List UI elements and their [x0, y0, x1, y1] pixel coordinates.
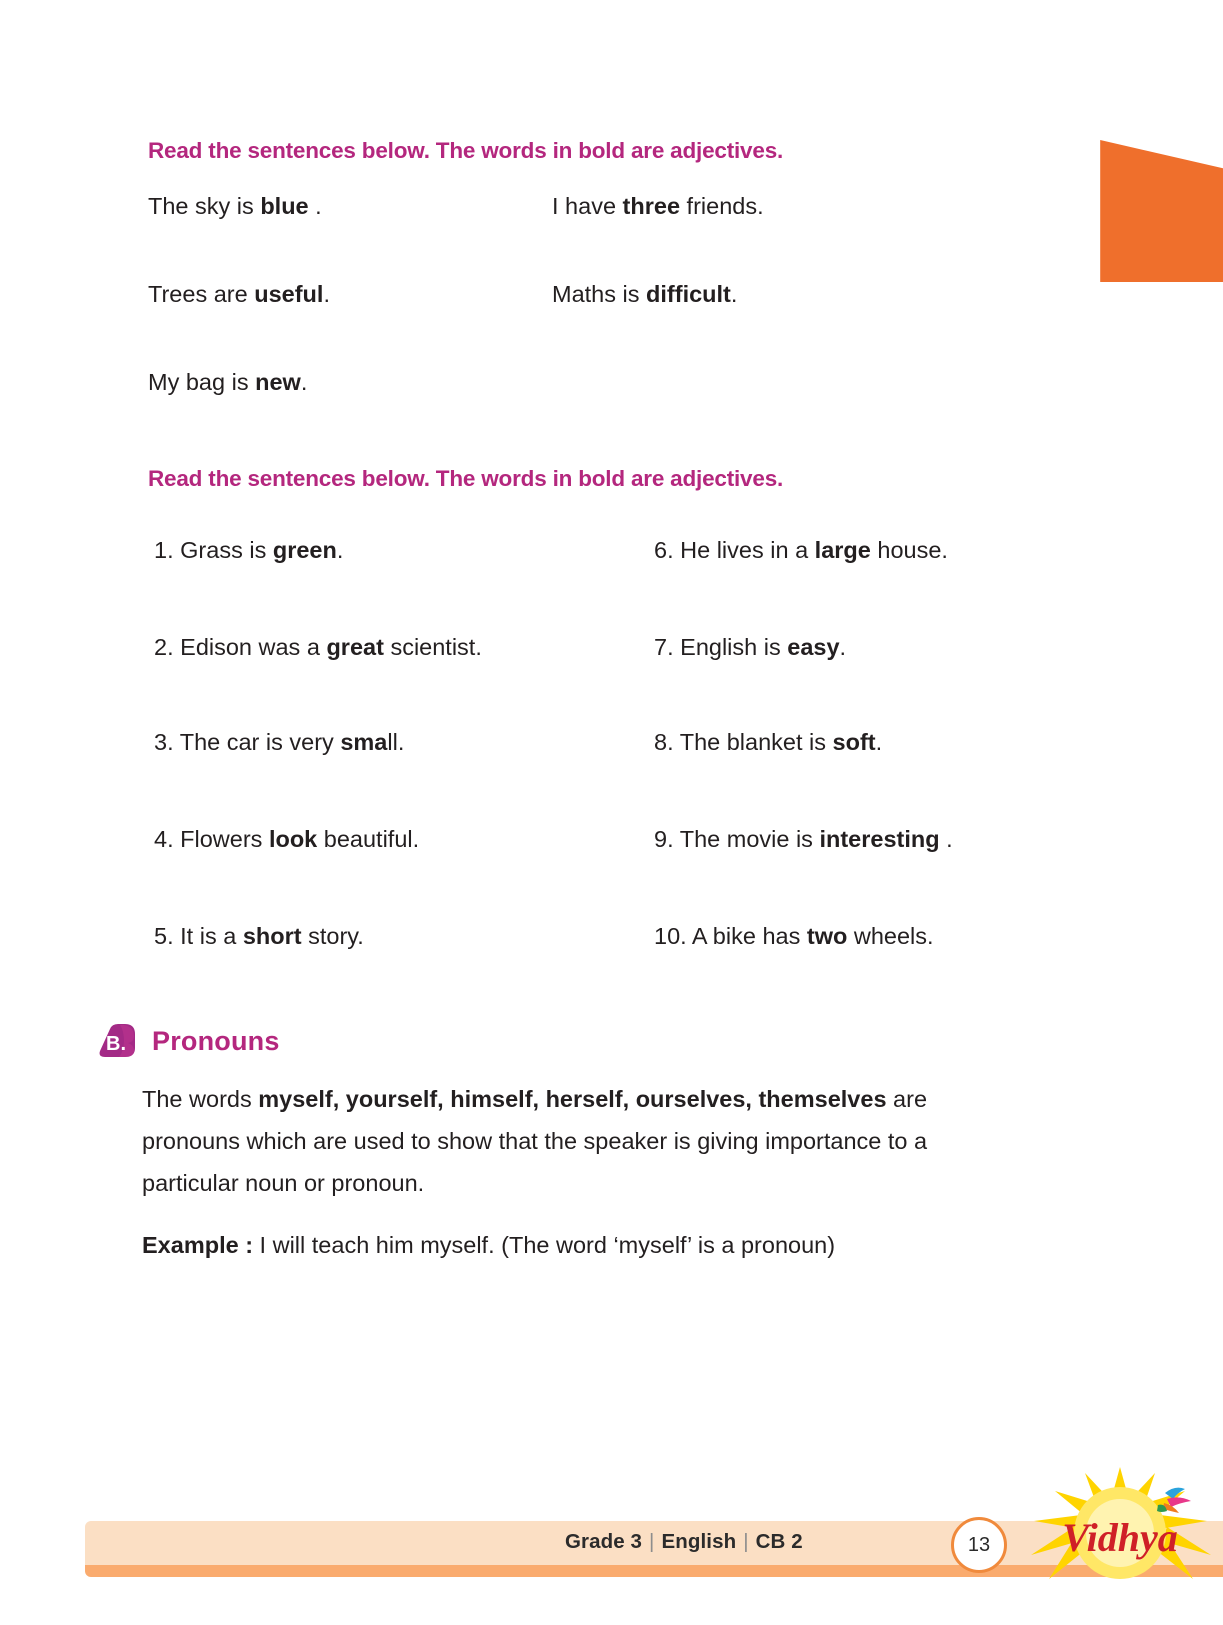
pronouns-example-line [142, 1232, 1028, 1259]
example-label: Example : [142, 1232, 254, 1259]
pronouns-title: Pronouns [152, 1025, 280, 1056]
numbered-sentence-grid [154, 534, 1028, 1011]
item-number: 1. [154, 537, 174, 563]
sentence-post: . [730, 281, 738, 307]
item-post: . [839, 634, 847, 660]
item-number: 10. [654, 923, 687, 949]
footer-separator: | [743, 1530, 749, 1553]
item-post: house. [870, 537, 948, 563]
footer-grade: Grade 3 [565, 1530, 643, 1553]
item-post: ll. [387, 729, 405, 755]
reflexive-pronoun-list: myself, yourself, himself, herself, ourselves, themselves [258, 1086, 887, 1112]
footer-breadcrumb [565, 1530, 803, 1554]
numbered-item [650, 722, 1028, 817]
sentence-pre: I have [552, 193, 623, 219]
footer-book: CB 2 [755, 1530, 803, 1553]
example-sentence-grid [148, 194, 1028, 458]
numbered-item [154, 914, 650, 1011]
vidhya-logo [1015, 1459, 1223, 1589]
sentence-bold-word: three [622, 193, 681, 219]
item-bold-word: interesting [819, 826, 940, 852]
item-number: 8. [654, 729, 674, 755]
numbered-item [154, 722, 650, 817]
page-number: 13 [967, 1533, 991, 1556]
item-pre: The movie is [673, 826, 820, 852]
sentence-pre: Trees are [148, 281, 255, 307]
corner-accent-shape [1096, 140, 1223, 282]
item-post: beautiful. [317, 826, 420, 852]
page-content [106, 138, 1028, 1283]
item-post: story. [301, 923, 364, 949]
item-post: scientist. [383, 634, 482, 660]
sentence-post: . [300, 369, 308, 395]
sentence-bold-word: useful [254, 281, 324, 307]
sentence-pre: My bag is [148, 369, 256, 395]
item-bold-word: sma [340, 729, 388, 755]
item-number: 7. [654, 634, 674, 660]
sentence-post: . [308, 193, 322, 219]
example-text: I will teach him myself. (The word ‘myself’ is a pronoun) [253, 1232, 836, 1259]
item-pre: Grass is [173, 537, 273, 563]
numbered-item [154, 817, 650, 914]
item-number: 4. [154, 826, 174, 852]
item-bold-word: two [806, 923, 848, 949]
item-post: wheels. [847, 923, 934, 949]
item-pre: Edison was a [173, 634, 327, 660]
item-bold-word: green [272, 537, 337, 563]
item-bold-word: soft [832, 729, 876, 755]
section-heading-1: Read the sentences below. The words in bold are adjectives. [148, 138, 784, 163]
item-pre: Flowers [173, 826, 269, 852]
item-post: . [875, 729, 883, 755]
item-pre: English is [673, 634, 788, 660]
sentence-bold-word: blue [260, 193, 309, 219]
badge-letter: B. [106, 1033, 126, 1055]
section-badge-b-icon [94, 1021, 138, 1061]
item-number: 3. [154, 729, 174, 755]
pronouns-section [106, 1021, 1028, 1259]
item-bold-word: look [268, 826, 318, 852]
logo-wordmark: Vidhya [1062, 1515, 1178, 1560]
item-number: 2. [154, 634, 174, 660]
item-post: . [939, 826, 953, 852]
sentence-pre: Maths is [552, 281, 647, 307]
numbered-item [650, 534, 1028, 625]
numbered-item [154, 625, 650, 722]
footer-subject: English [661, 1530, 737, 1553]
item-bold-word: easy [787, 634, 840, 660]
page-number-badge [951, 1517, 1007, 1573]
paragraph-lead: The words [142, 1086, 259, 1112]
example-sentence [552, 194, 1028, 282]
item-bold-word: short [242, 923, 302, 949]
sentence-bold-word: difficult [646, 281, 731, 307]
example-sentence [148, 370, 552, 458]
numbered-item [154, 534, 650, 625]
section-heading-2: Read the sentences below. The words in bold are adjectives. [148, 466, 784, 491]
item-post: . [336, 537, 344, 563]
item-number: 9. [654, 826, 674, 852]
sentence-pre: The sky is [148, 193, 261, 219]
item-number: 6. [654, 537, 674, 563]
item-pre: The blanket is [673, 729, 833, 755]
example-sentence [148, 282, 552, 370]
sentence-bold-word: new [255, 369, 301, 395]
sentence-post: friends. [680, 193, 764, 219]
item-pre: The car is very [173, 729, 341, 755]
item-bold-word: great [326, 634, 384, 660]
sentence-post: . [323, 281, 330, 307]
item-number: 5. [154, 923, 174, 949]
item-pre: It is a [173, 923, 243, 949]
pronouns-heading-row [94, 1021, 1028, 1061]
example-sentence [148, 194, 552, 282]
paragraph-tail: are pronouns which are used to show that the speaker is giving importance to a particular noun or pronoun. [142, 1086, 928, 1196]
item-bold-word: large [814, 537, 871, 563]
numbered-item [650, 817, 1028, 914]
numbered-item [650, 625, 1028, 722]
page-footer [85, 1515, 1223, 1573]
pronouns-paragraph [142, 1079, 1028, 1204]
item-pre: He lives in a [673, 537, 815, 563]
example-sentence [552, 282, 1028, 370]
footer-separator: | [649, 1530, 655, 1553]
item-pre: A bike has [686, 923, 807, 949]
numbered-item [650, 914, 1028, 1011]
